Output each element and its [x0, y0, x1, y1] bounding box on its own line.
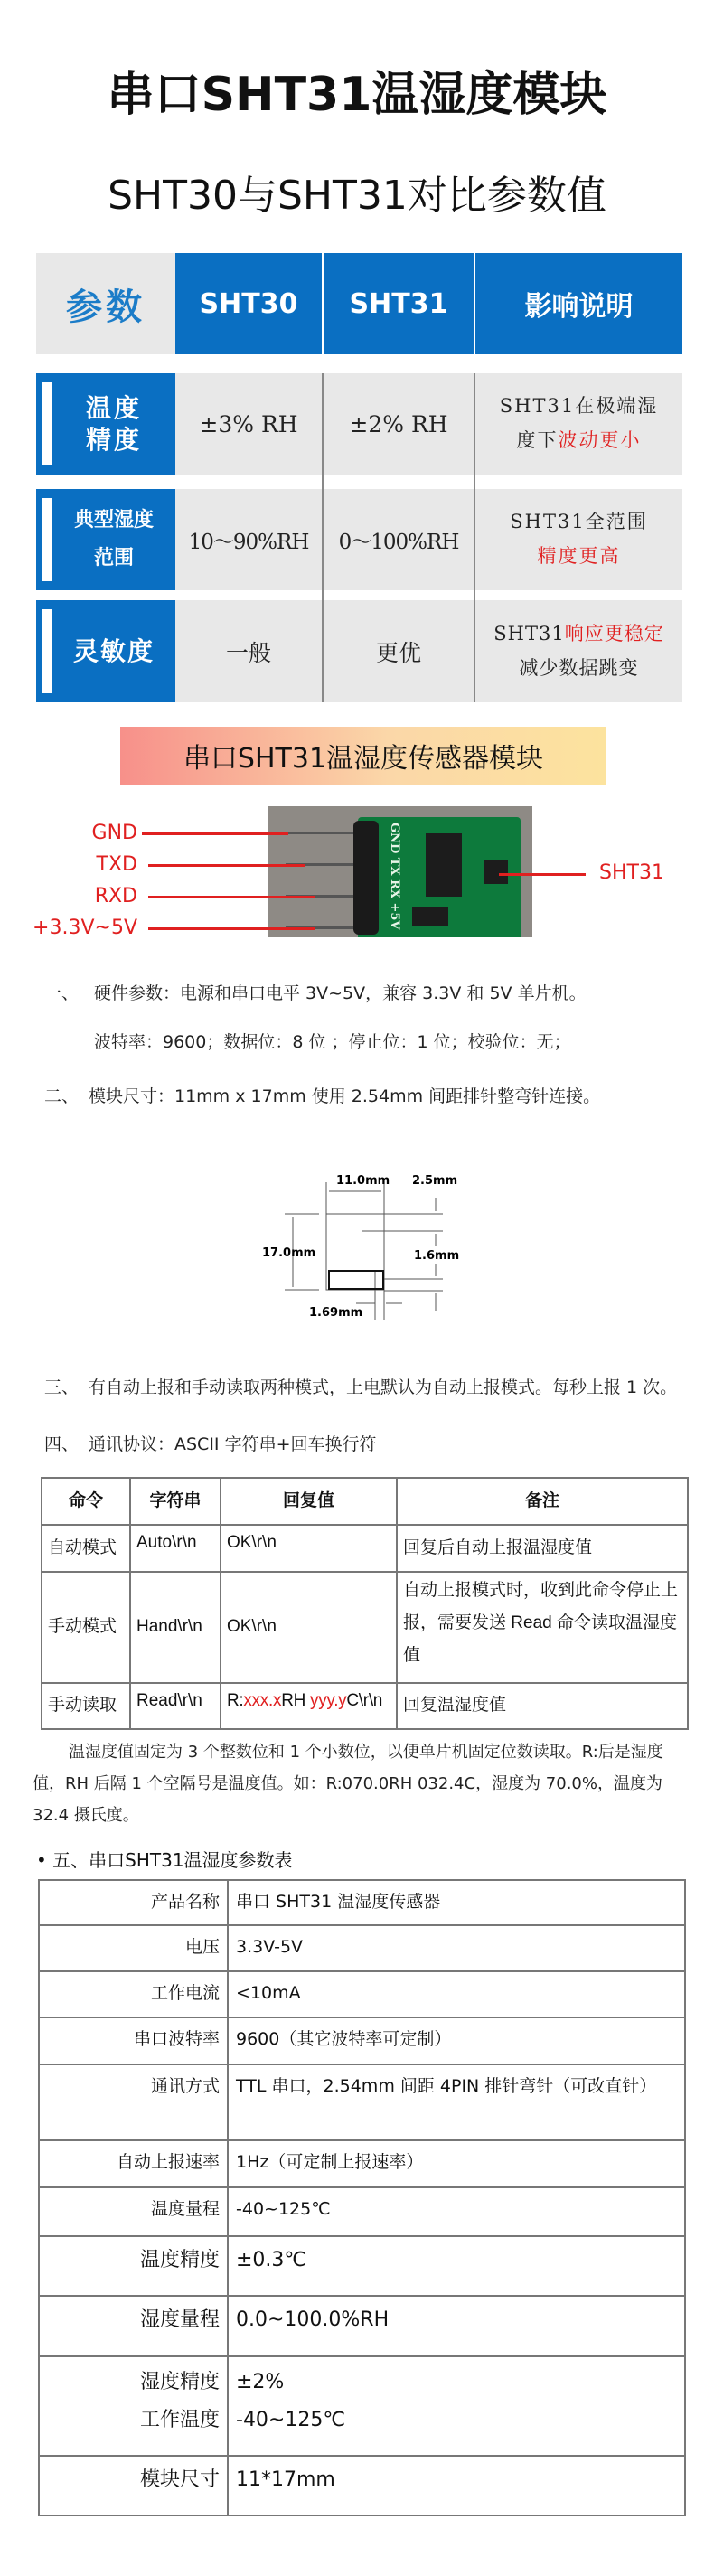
sht31-chip	[484, 860, 508, 884]
dim-pin: 1.6mm	[414, 1249, 460, 1263]
pin-label-rxd: RXD	[94, 885, 137, 907]
read-reply: R:xxx.xRH yyy.yC\r\n	[221, 1683, 397, 1729]
pin-line	[148, 896, 315, 898]
table-row: 手动模式 Hand\r\n OK\r\n 自动上报模式时，收到此命令停止上报，需要发送 Read 命令读取温湿度值	[42, 1572, 688, 1683]
dim-width: 11.0mm	[336, 1174, 390, 1188]
table-row: 产品名称 串口 SHT31 温湿度传感器	[39, 1880, 685, 1925]
regulator-chip	[412, 907, 448, 926]
dim-height: 17.0mm	[262, 1246, 316, 1260]
section-number: 一、	[44, 983, 80, 1003]
sht30-sensitivity: 一般	[225, 639, 271, 666]
section-number: 三、	[44, 1377, 80, 1397]
table-row: 湿度量程 0.0~100.0%RH	[39, 2296, 685, 2356]
table-row: 电压 3.3V-5V	[39, 1925, 685, 1971]
chip-label: SHT31	[599, 861, 664, 884]
sensitivity-note: SHT31响应更稳定 减少数据跳变	[493, 622, 664, 679]
pin-label-vcc: +3.3V~5V	[33, 917, 137, 939]
table-row: 手动读取 Read\r\n R:xxx.xRH yyy.yC\r\n 回复温湿度值	[42, 1683, 688, 1729]
command-table	[41, 1477, 689, 1730]
table-row: 自动上报速率 1Hz（可定制上报速率）	[39, 2140, 685, 2187]
comparison-table	[36, 253, 682, 702]
section-number: 二、	[44, 1086, 80, 1106]
header-impact: 影响说明	[475, 253, 682, 354]
row-humidity-range-label: 典型湿度 范围	[36, 489, 175, 590]
dim-top: 2.5mm	[412, 1174, 458, 1188]
table-row: 自动模式 Auto\r\n OK\r\n 回复后自动上报温湿度值	[42, 1525, 688, 1572]
table-row: 湿度精度 工作温度 ±2% -40~125℃	[39, 2356, 685, 2456]
table-row: 串口波特率 9600（其它波特率可定制）	[39, 2017, 685, 2064]
divider	[474, 373, 475, 702]
column-header: 字符串	[130, 1478, 221, 1525]
pin-header	[353, 821, 379, 935]
table-row: 工作电流 <10mA	[39, 1971, 685, 2017]
pin-label-txd: TXD	[96, 853, 137, 876]
comparison-title: SHT30与SHT31对比参数值	[108, 173, 606, 219]
sht31-accuracy: ±2% RH	[349, 410, 448, 437]
row-sensitivity-label: 灵敏度	[36, 600, 175, 702]
module-photo	[268, 806, 532, 937]
params-heading: • 五、串口SHT31温湿度参数表	[36, 1849, 293, 1871]
section-number: 四、	[44, 1434, 80, 1454]
header-sht31: SHT31	[324, 253, 474, 354]
dimension-drawing	[262, 1130, 470, 1324]
table-row: 通讯方式 TTL 串口，2.54mm 间距 4PIN 排针弯针（可改直针）	[39, 2064, 685, 2140]
module-banner: 串口SHT31温湿度传感器模块	[120, 727, 606, 785]
pcb-silkscreen: GND TX RX +5V	[388, 823, 401, 930]
sht30-range: 10～90%RH	[188, 530, 309, 554]
sht30-accuracy: ±3% RH	[199, 410, 298, 437]
sht31-range: 0～100%RH	[338, 530, 459, 554]
dim-pitch: 1.69mm	[309, 1306, 363, 1320]
hardware-params: 硬件参数：电源和串口电平 3V~5V，兼容 3.3V 和 5V 单片机。	[94, 983, 587, 1003]
chip-line	[499, 873, 586, 876]
header-sht30: SHT30	[175, 253, 322, 354]
range-note: SHT31全范围 精度更高	[510, 511, 648, 567]
mcu-chip	[426, 833, 462, 897]
pin-line	[148, 864, 305, 867]
header-param: 参数	[36, 253, 175, 354]
pin-label-gnd: GND	[91, 822, 137, 844]
row-temp-accuracy-label: 温度 精度	[36, 373, 175, 475]
params-table	[38, 1879, 686, 2516]
module-size: 模块尺寸：11mm x 17mm 使用 2.54mm 间距排针整弯针连接。	[89, 1086, 601, 1106]
accuracy-note: SHT31在极端湿 度下波动更小	[499, 395, 659, 451]
column-header: 备注	[397, 1478, 688, 1525]
column-header: 回复值	[221, 1478, 397, 1525]
modes-description: 有自动上报和手动读取两种模式，上电默认为自动上报模式。每秒上报 1 次。	[89, 1377, 678, 1397]
table-row: 温度精度 ±0.3℃	[39, 2236, 685, 2296]
column-header: 命令	[42, 1478, 130, 1525]
divider	[322, 373, 324, 702]
table-row: 温度量程 -40~125℃	[39, 2187, 685, 2236]
page-title: 串口SHT31温湿度模块	[107, 68, 607, 122]
table-header-row	[42, 1478, 688, 1525]
format-explanation: 温湿度值固定为 3 个整数位和 1 个小数位，以便单片机固定位数读取。R:后是湿度值，RH 后隔 1 个空隔号是温度值。如：R:070.0RH 032.4C，湿度为 70.0%，温度为 32.4 摄氏度。	[33, 1743, 663, 1825]
pin-line	[148, 927, 315, 930]
sht31-sensitivity: 更优	[375, 639, 421, 666]
pin-line	[142, 832, 288, 835]
serial-params: 波特率：9600；数据位：8 位 ；停止位：1 位；校验位：无；	[94, 1032, 571, 1052]
table-row: 模块尺寸 11*17mm	[39, 2456, 685, 2515]
protocol-description: 通讯协议：ASCII 字符串+回车换行符	[89, 1434, 377, 1454]
